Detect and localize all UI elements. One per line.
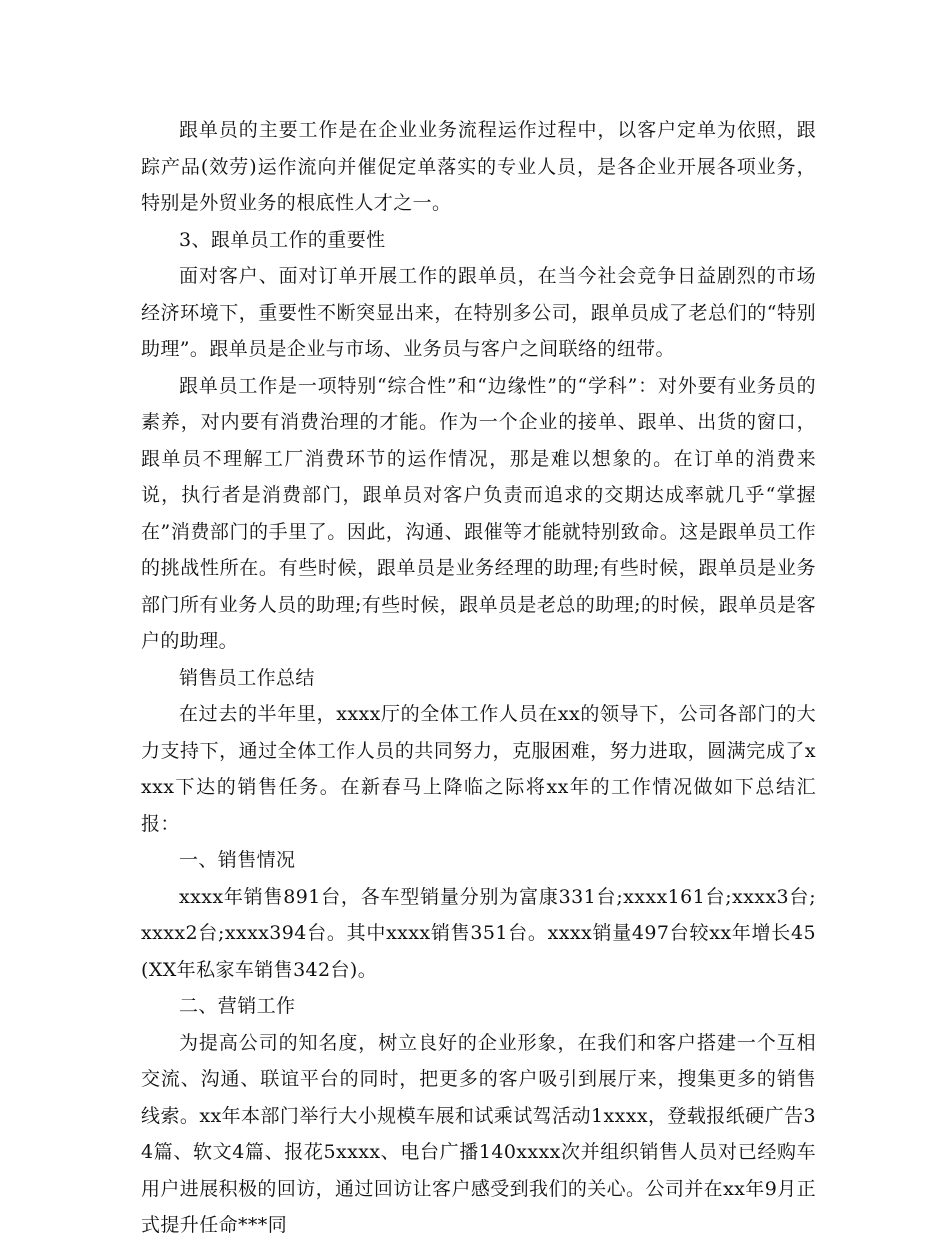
paragraph-sales-summary: 在过去的半年里，xxxx厅的全体工作人员在xx的领导下，公司各部门的大力支持下，通过全体工作人员的共同努力，克服困难，努力进取，圆满完成了xxxx下达的销售任务。在新春马上降临之际将xx年的工作情况做如下总结汇报： — [141, 703, 816, 835]
paragraph-marketing: 为提高公司的知名度，树立良好的企业形象，在我们和客户搭建一个互相交流、沟通、联谊平台的同时，把更多的客户吸引到展厅来，搜集更多的销售线索。xx年本部门举行大小规模车展和试乘试驾活动1xxxx，登载报纸硬广告34篇、软文4篇、报花5xxxx、电台广播140xxxx次并组织销售人员对已经购车用户进展积极的回访，通过回访让客户感受到我们的关心。公司并在xx年9月正式提升任命***同 — [141, 1031, 816, 1236]
document-body — [141, 112, 816, 1244]
paragraph-sales-status: xxxx年销售891台，各车型销量分别为富康331台;xxxx161台;xxxx3台;xxxx2台;xxxx394台。其中xxxx销售351台。xxxx销量497台较xx年增长45(XX年私家车销售342台)。 — [141, 885, 816, 981]
paragraph-intro: 跟单员的主要工作是在企业业务流程运作过程中，以客户定单为依照，跟踪产品(效劳)运作流向并催促定单落实的专业人员，是各企业开展各项业务，特别是外贸业务的根底性人才之一。 — [141, 119, 816, 214]
section-heading-sales-status: 一、销售情况 — [179, 849, 296, 871]
paragraph-comprehensive: 跟单员工作是一项特别“综合性”和“边缘性”的“学科”：对外要有业务员的素养，对内要有消费治理的才能。作为一个企业的接单、跟单、出货的窗口，跟单员不理解工厂消费环节的运作情况，那是难以想象的。在订单的消费来说，执行者是消费部门，跟单员对客户负责而追求的交期达成率就几乎“掌握在”消费部门的手里了。因此，沟通、跟催等才能就特别致命。这是跟单员工作的挑战性所在。有些时候，跟单员是业务经理的助理;有些时候，跟单员是业务部门所有业务人员的助理;有些时候，跟单员是老总的助理;的时候，跟单员是客户的助理。 — [141, 374, 816, 652]
paragraph-importance: 面对客户、面对订单开展工作的跟单员，在当今社会竞争日益剧烈的市场经济环境下，重要性不断突显出来，在特别多公司，跟单员成了老总们的“特别助理”。跟单员是企业与市场、业务员与客户之间联络的纽带。 — [141, 265, 816, 360]
section-heading-marketing: 二、营销工作 — [179, 995, 296, 1017]
section-heading-sales-summary: 销售员工作总结 — [179, 666, 315, 689]
section-heading-importance: 3、跟单员工作的重要性 — [179, 228, 386, 251]
